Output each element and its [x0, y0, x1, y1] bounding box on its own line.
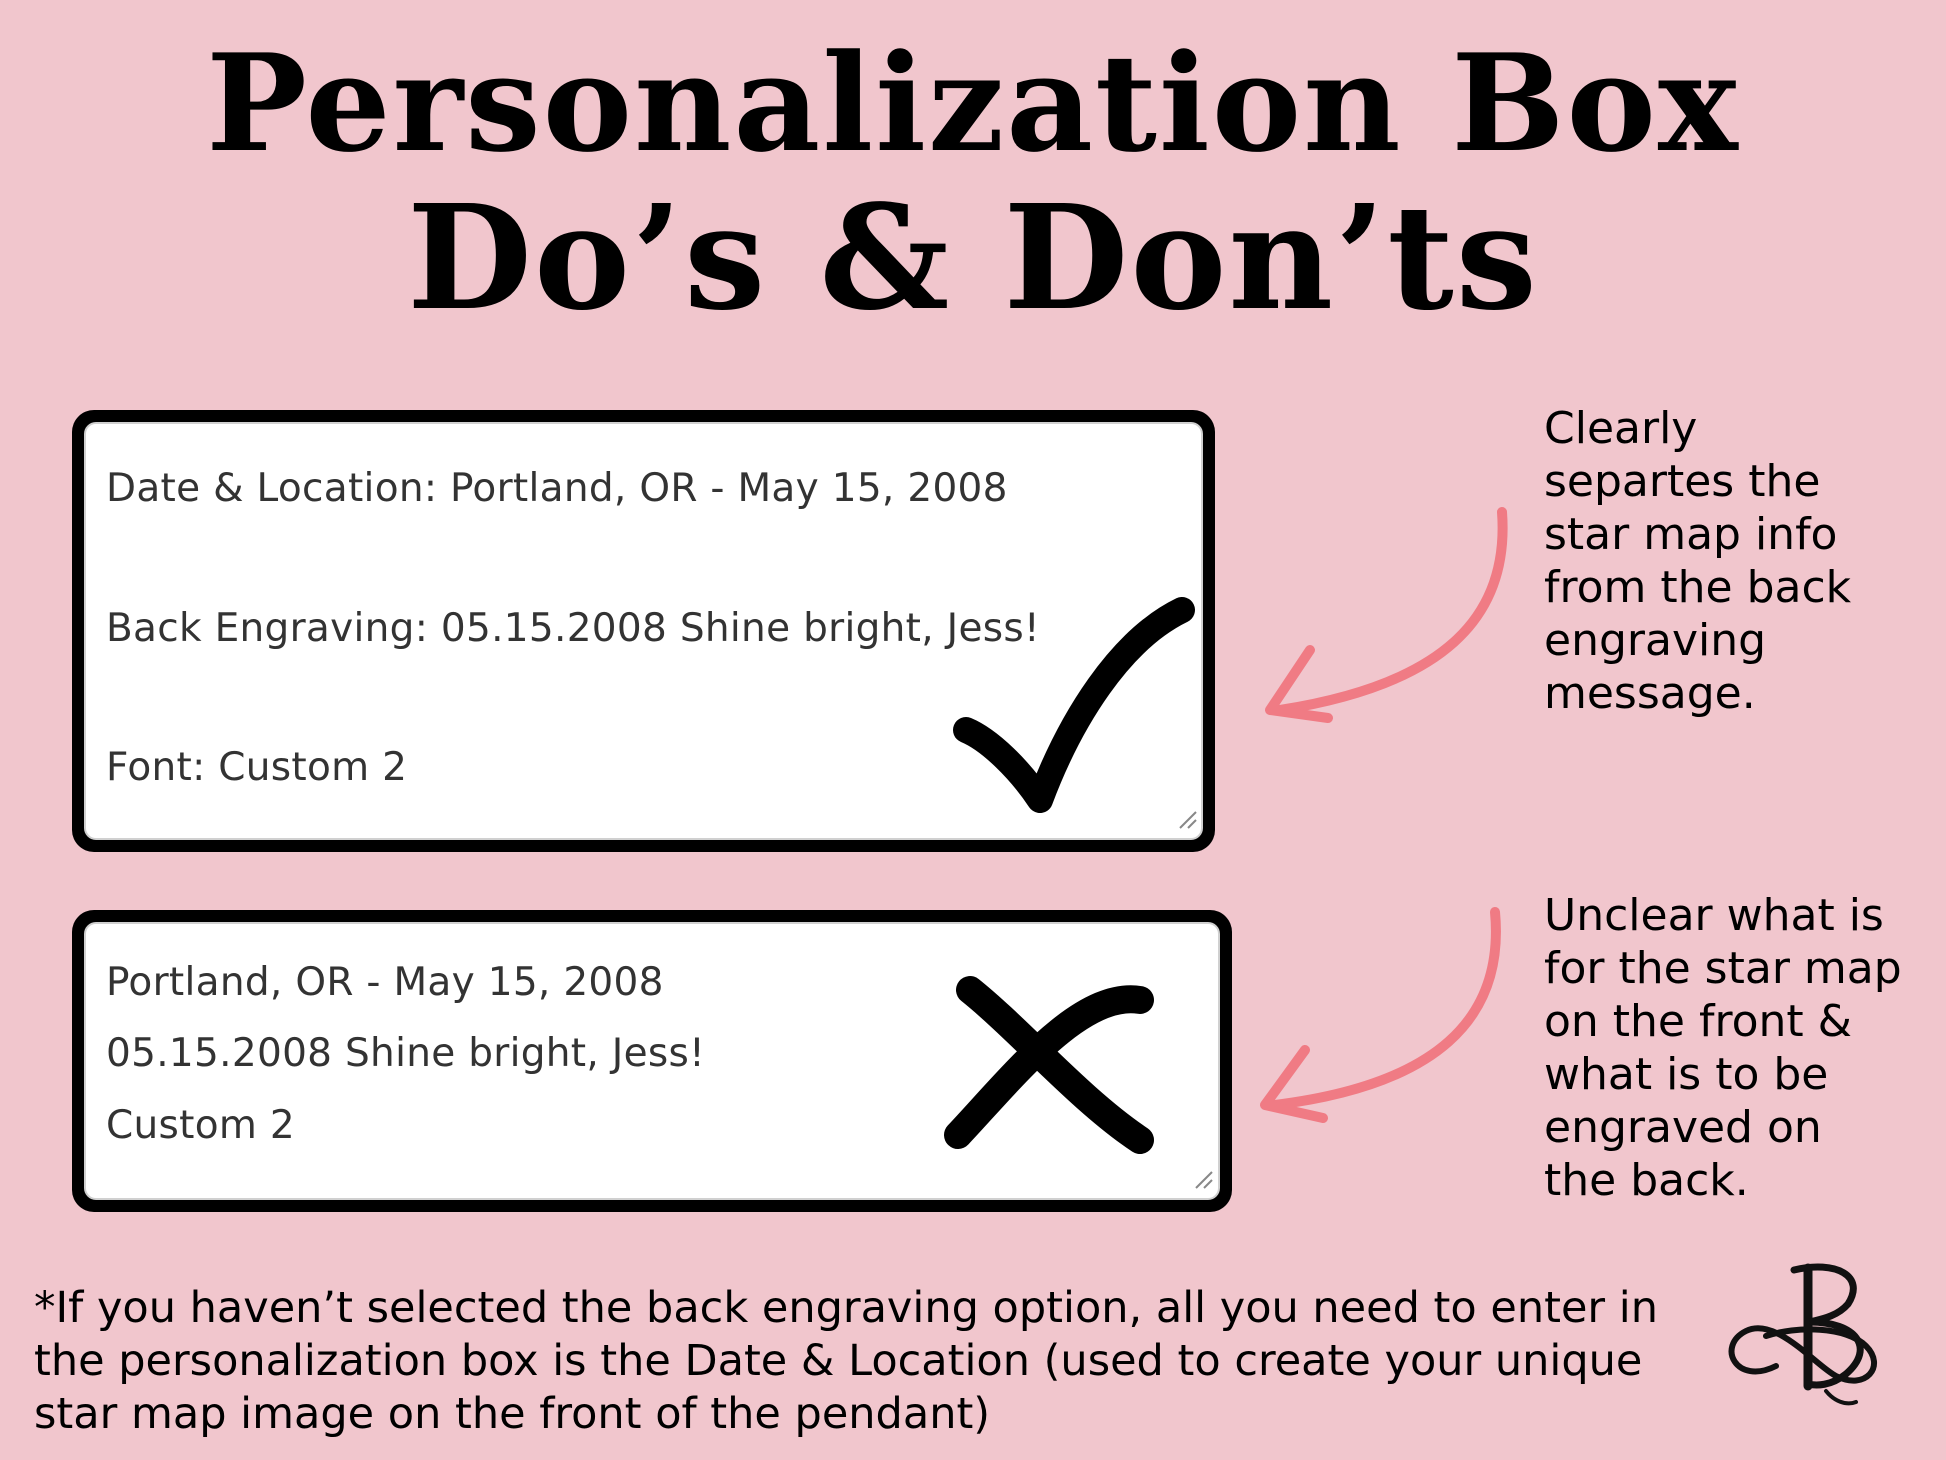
footnote-line: star map image on the front of the pendant) — [34, 1389, 991, 1439]
page-title-line-2: Do’s & Don’ts — [407, 173, 1539, 342]
footnote — [34, 1282, 1658, 1441]
dont-field-line-font: Custom 2 — [106, 1103, 296, 1148]
dont-field-line-engraving: 05.15.2008 Shine bright, Jess! — [106, 1031, 706, 1076]
note-line: Unclear what is — [1544, 890, 1884, 941]
note-line: what is to be — [1544, 1049, 1829, 1100]
footnote-line: *If you haven’t selected the back engraving option, all you need to enter in — [34, 1283, 1658, 1333]
arrow-icon — [1235, 900, 1515, 1140]
checkmark-icon — [950, 590, 1200, 820]
dont-explanation-note — [1544, 889, 1902, 1207]
note-line: engraved on — [1544, 1102, 1822, 1153]
note-line: from the back — [1544, 562, 1852, 613]
x-mark-icon — [940, 970, 1160, 1160]
note-line: engraving — [1544, 615, 1767, 666]
note-line: star map info — [1544, 509, 1838, 560]
footnote-line: the personalization box is the Date & Location (used to create your unique — [34, 1336, 1643, 1386]
note-line: Clearly — [1544, 403, 1698, 454]
resize-handle-icon[interactable] — [1192, 1168, 1214, 1190]
note-line: for the star map — [1544, 943, 1902, 994]
do-field-line-font: Font: Custom 2 — [106, 745, 408, 790]
do-field-line-back-engraving: Back Engraving: 05.15.2008 Shine bright, Jess! — [106, 606, 1040, 651]
do-explanation-note — [1544, 402, 1851, 720]
note-line: the back. — [1544, 1155, 1749, 1206]
note-line: message. — [1544, 668, 1756, 719]
brand-logo — [1716, 1256, 1896, 1406]
page-title-line-1: Personalization Box — [206, 24, 1740, 182]
dont-field-line-date-location: Portland, OR - May 15, 2008 — [106, 960, 664, 1005]
note-line: on the front & — [1544, 996, 1852, 1047]
note-line: separtes the — [1544, 456, 1821, 507]
arrow-icon — [1240, 500, 1520, 740]
do-field-line-date-location: Date & Location: Portland, OR - May 15, 2008 — [106, 466, 1008, 511]
